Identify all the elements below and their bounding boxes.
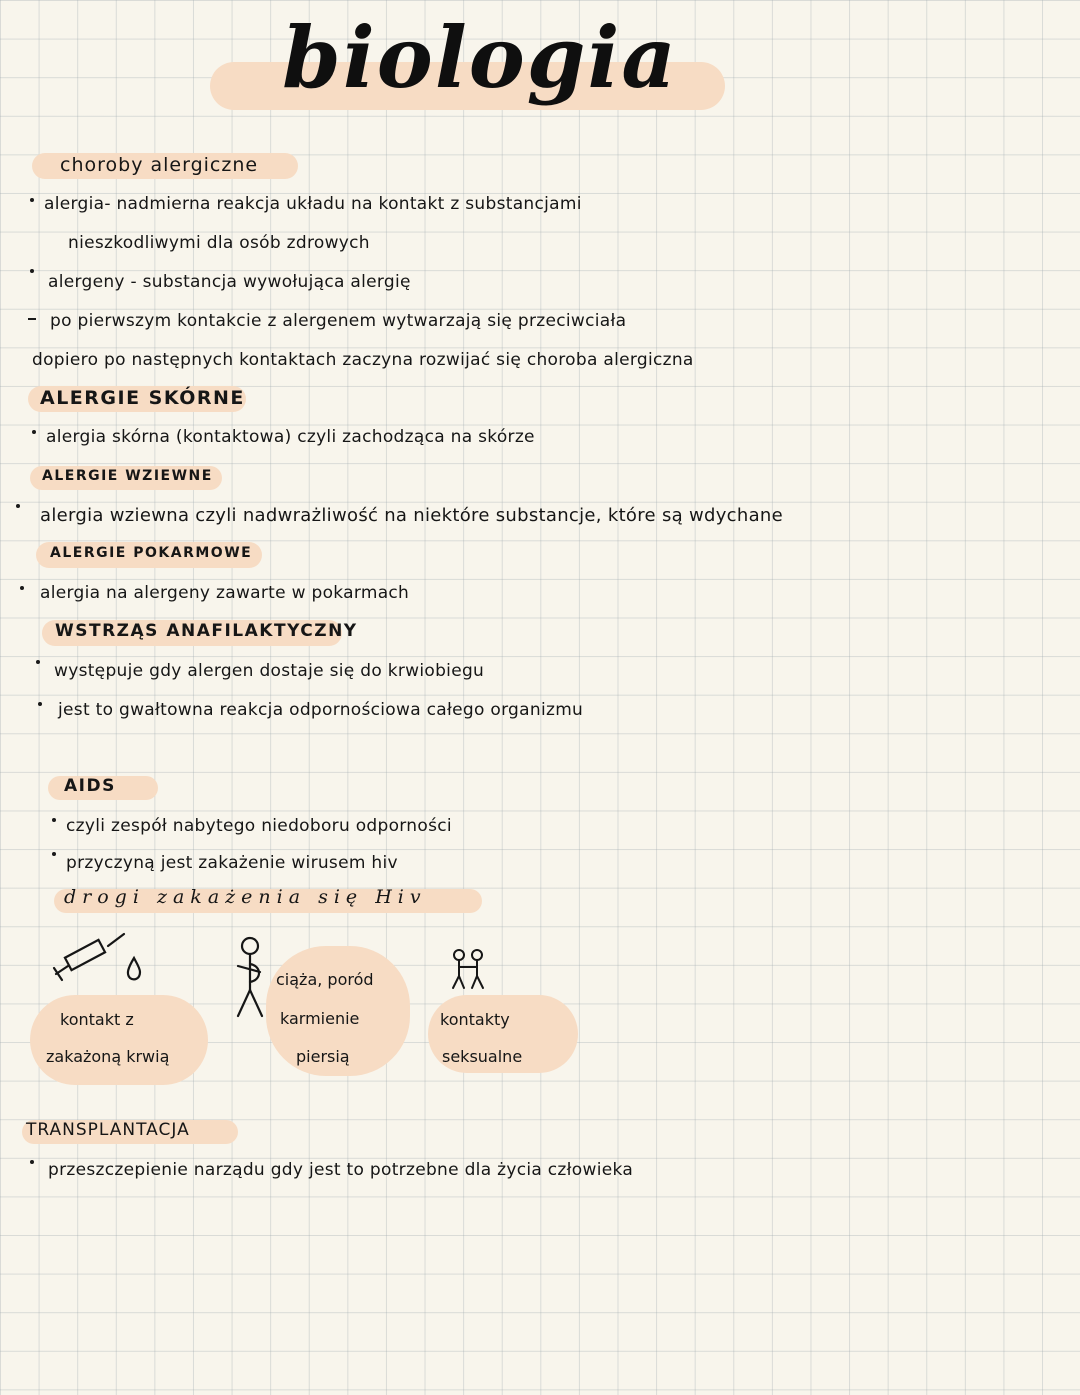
route-label: piersią — [296, 1047, 350, 1066]
route-highlight — [30, 995, 208, 1085]
bullet — [30, 269, 34, 273]
bullet — [20, 586, 24, 590]
text-line: przeszczepienie narządu gdy jest to potrzebne dla życia człowieka — [48, 1160, 634, 1180]
section-heading-transplantacja: TRANSPLANTACJA — [26, 1120, 190, 1140]
aids-subheading: drogi zakażenia się Hiv — [64, 886, 427, 908]
route-label: kontakt z — [60, 1010, 134, 1029]
route-label: ciąża, poród — [276, 970, 374, 989]
route-label: karmienie — [280, 1009, 360, 1028]
text-line: alergia skórna (kontaktowa) czyli zachodząca na skórze — [46, 427, 535, 447]
section-heading-skorne: ALERGIE SKÓRNE — [40, 387, 245, 409]
text-line: alergia- nadmierna reakcja układu na kontakt z substancjami — [44, 194, 582, 214]
section-heading-wziewne: ALERGIE WZIEWNE — [42, 468, 213, 484]
text-line: jest to gwałtowna reakcja odpornościowa całego organizmu — [58, 700, 584, 720]
section-heading-pokarmowe: ALERGIE POKARMOWE — [50, 545, 253, 561]
section-heading-aids: AIDS — [64, 776, 116, 796]
text-line: nieszkodliwymi dla osób zdrowych — [68, 233, 370, 253]
text-line: występuje gdy alergen dostaje się do krwiobiegu — [54, 661, 485, 681]
page-title: biologia — [282, 8, 678, 107]
bullet — [38, 702, 42, 706]
route-label: seksualne — [442, 1047, 523, 1066]
route-label: zakażoną krwią — [46, 1047, 170, 1066]
syringe-icon — [50, 924, 150, 990]
section-heading-wstrzas: WSTRZĄS ANAFILAKTYCZNY — [55, 621, 358, 641]
route-label: kontakty — [440, 1010, 510, 1029]
text-line: czyli zespół nabytego niedoboru odporności — [66, 816, 452, 836]
text-line: dopiero po następnych kontaktach zaczyna rozwijać się choroba alergiczna — [32, 350, 694, 370]
dash-bullet — [28, 318, 36, 320]
bullet — [52, 852, 56, 856]
bullet — [52, 818, 56, 822]
bullet — [30, 198, 34, 202]
text-line: przyczyną jest zakażenie wirusem hiv — [66, 853, 398, 873]
bullet — [30, 1160, 34, 1164]
bullet — [32, 430, 36, 434]
bullet — [36, 660, 40, 664]
couple-icon — [448, 948, 488, 990]
text-line: po pierwszym kontakcie z alergenem wytwarzają się przeciwciała — [50, 311, 627, 331]
text-line: alergeny - substancja wywołująca alergię — [48, 272, 411, 292]
bullet — [16, 504, 20, 508]
text-line: alergia wziewna czyli nadwrażliwość na niektóre substancje, które są wdychane — [40, 505, 783, 526]
text-line: alergia na alergeny zawarte w pokarmach — [40, 583, 410, 603]
section-heading-choroby: choroby alergiczne — [60, 154, 259, 176]
